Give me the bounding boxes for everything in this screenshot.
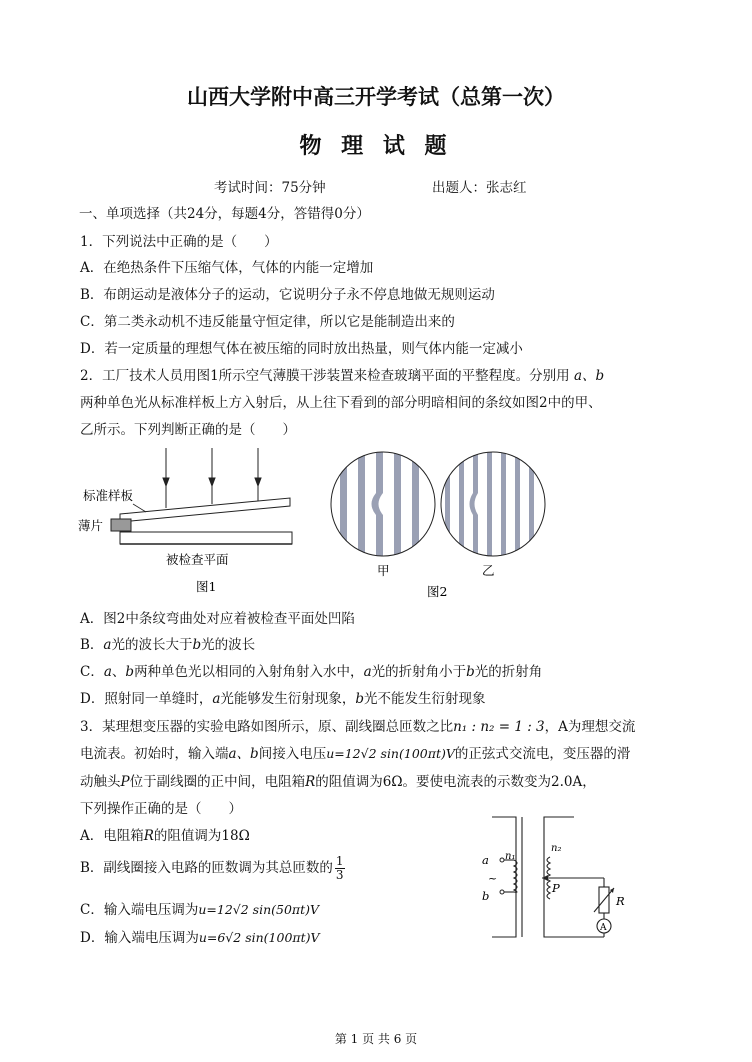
fringe-pattern-jia	[331, 448, 435, 568]
q2-option-d: D．照射同一单缝时，a光能够发生衍射现象，b光不能发生衍射现象	[80, 691, 486, 707]
section-heading: 一、单项选择（共24分，每题4分，答错得0分）	[79, 206, 370, 222]
q1-option-c: C．第二类永动机不违反能量守恒定律，所以它是能制造出来的	[80, 314, 455, 330]
figure-1-air-wedge	[78, 446, 303, 596]
label-thin-sheet: 薄片	[78, 518, 104, 533]
figure-2-caption: 图2	[427, 584, 448, 598]
q3-stem-line4: 下列操作正确的是（ ）	[80, 801, 242, 817]
standard-plate	[120, 498, 290, 522]
q2-stem-line3: 乙所示。下列判断正确的是（ ）	[80, 422, 296, 438]
ac-symbol: ~	[488, 872, 498, 885]
thin-sheet	[111, 519, 131, 531]
q3-stem-line2: 电流表。初始时，输入端a、b间接入电压u=12√2 sin(100πt)V的正弦式交流电，变压器的滑	[80, 746, 631, 762]
label-test-surface: 被检查平面	[166, 552, 229, 567]
q2-stem-line2: 两种单色光从标准样板上方入射后，从上往下看到的部分明暗相间的条纹如图2中的甲、	[80, 395, 602, 411]
q3-option-a: A．电阻箱R的阻值调为18Ω	[80, 828, 250, 844]
label-n2: n₂	[551, 843, 562, 854]
q2-stem-line1: 2．工厂技术人员用图1所示空气薄膜干涉装置来检查玻璃平面的平整程度。分别用 a、b	[80, 368, 605, 384]
q3-option-d: D．输入端电压调为u=6√2 sin(100πt)V	[80, 930, 320, 946]
fraction-one-third: $\frac{1}{3}$	[335, 854, 344, 882]
figure-1-caption: 图1	[196, 579, 217, 594]
q1-option-b: B．布朗运动是液体分子的运动，它说明分子永不停息地做无规则运动	[80, 287, 495, 303]
q1-option-d: D．若一定质量的理想气体在被压缩的同时放出热量，则气体内能一定减小	[80, 341, 523, 357]
q2-option-a: A．图2中条纹弯曲处对应着被检查平面处凹陷	[80, 611, 355, 627]
exam-author: 出题人：张志红	[432, 180, 527, 196]
ammeter-label: A	[600, 923, 607, 933]
fringe-pattern-yi	[441, 448, 545, 568]
figure-2-fringes	[328, 448, 558, 598]
test-surface	[120, 532, 292, 544]
q2-option-b: B．a光的波长大于b光的波长	[80, 637, 256, 653]
q3-stem-line3: 动触头P位于副线圈的正中间，电阻箱R的阻值调为6Ω。要使电流表的示数变为2.0A，	[80, 774, 596, 790]
q1-option-a: A．在绝热条件下压缩气体，气体的内能一定增加	[80, 260, 374, 276]
label-n1: n₁	[505, 851, 516, 862]
label-r: R	[616, 894, 625, 908]
q3-option-c: C．输入端电压调为u=12√2 sin(50πt)V	[80, 902, 320, 918]
q2-option-c: C．a、b两种单色光以相同的入射角射入水中，a光的折射角小于b光的折射角	[80, 664, 543, 680]
exam-title: 山西大学附中高三开学考试（总第一次）	[187, 84, 565, 109]
label-yi: 乙	[482, 563, 495, 578]
q1-stem: 1．下列说法中正确的是（ ）	[80, 234, 278, 250]
terminal-a: a	[482, 853, 489, 867]
subject-title: 物 理 试 题	[299, 133, 453, 159]
q3-stem-line1: 3．某理想变压器的实验电路如图所示，原、副线圈总匝数之比n₁ : n₂ = 1 : 3，A为理想交流	[80, 719, 636, 735]
transformer-circuit	[474, 812, 634, 947]
terminal-b: b	[482, 889, 490, 903]
page-footer: 第 1 页 共 6 页	[334, 1032, 418, 1046]
label-jia: 甲	[377, 563, 390, 578]
label-standard-plate: 标准样板	[83, 488, 134, 503]
q3-option-b: B．副线圈接入电路的匝数调为其总匝数的 $\frac{1}{3}$	[80, 854, 344, 882]
exam-time: 考试时间：75分钟	[214, 180, 326, 196]
label-p: P	[552, 881, 560, 895]
